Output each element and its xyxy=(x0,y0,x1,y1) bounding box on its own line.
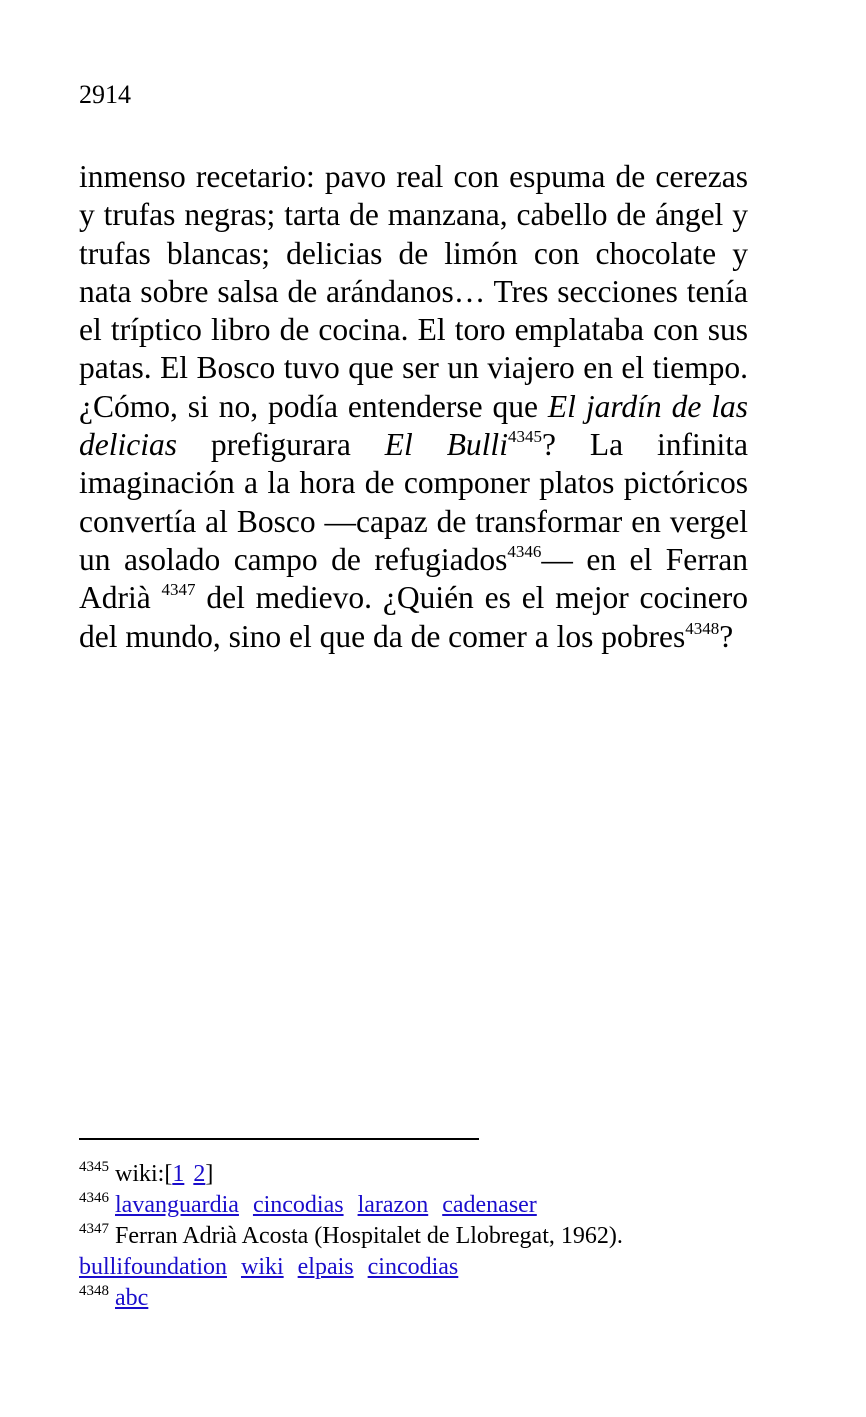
footnote-link[interactable]: 1 xyxy=(172,1161,185,1187)
footnote-link[interactable]: larazon xyxy=(357,1192,429,1218)
page-number: 2914 xyxy=(79,80,131,109)
footnote-link[interactable]: elpais xyxy=(297,1254,354,1280)
paragraph-text: ― en el Ferran Adrià xyxy=(79,541,748,616)
footnote-4347-links xyxy=(79,1252,779,1283)
paragraph-text: ? La infinita imaginación a la hora de componer platos pictóricos convertía al Bosco ―capaz de transformar en vergel un asolado campo de refugiados xyxy=(79,427,749,577)
footnote-link[interactable]: bullifoundation xyxy=(79,1254,227,1280)
footnote-number: 4345 xyxy=(79,1159,109,1175)
footnote-4347 xyxy=(79,1221,779,1252)
footnote-reference[interactable]: 4348 xyxy=(685,618,720,638)
paragraph-text: inmenso recetario: pavo real con espuma de cerezas y trufas negras; tarta de manzana, cabello de ángel y trufas blancas; delicias de limón con chocolate y nata sobre salsa de arándanos… Tres secciones tenía el tríptico libro de cocina. El toro emplataba con sus patas. El Bosco tuvo que ser un viajero en el tiempo. ¿Cómo, si no, podía entenderse que xyxy=(79,159,748,424)
footnote-4346 xyxy=(79,1190,779,1221)
italic-title: El jardín de las delicias xyxy=(79,388,748,463)
footnote-reference[interactable]: 4347 xyxy=(161,580,196,600)
footnote-link[interactable]: 2 xyxy=(193,1161,206,1187)
footnote-text: Ferran Adrià Acosta (Hospitalet de Llobregat, 1962). xyxy=(115,1223,623,1249)
footnote-number: 4347 xyxy=(79,1221,109,1237)
paragraph-text: prefigurara xyxy=(176,427,385,463)
footnotes xyxy=(79,1159,779,1314)
footnote-link[interactable]: cincodias xyxy=(252,1192,344,1218)
footnote-link[interactable]: cincodias xyxy=(367,1254,459,1280)
footnote-text: wiki:[ xyxy=(115,1161,173,1187)
footnote-4348 xyxy=(79,1283,779,1314)
footnote-link[interactable]: abc xyxy=(115,1285,149,1311)
footnote-number: 4346 xyxy=(79,1190,109,1206)
footnote-number: 4348 xyxy=(79,1283,109,1299)
footnote-link[interactable]: cadenaser xyxy=(442,1192,537,1218)
footnote-text: ] xyxy=(205,1161,214,1187)
italic-title: El Bulli xyxy=(384,427,508,463)
footnote-link[interactable]: lavanguardia xyxy=(115,1192,239,1218)
paragraph-text: del medievo. ¿Quién es el mejor cocinero del mundo, sino el que da de comer a los pobres xyxy=(79,580,748,654)
footnote-4345 xyxy=(79,1159,779,1190)
footnote-reference[interactable]: 4346 xyxy=(507,541,542,561)
footnote-link[interactable]: wiki xyxy=(240,1254,284,1280)
paragraph-text: ? xyxy=(719,618,734,654)
body-paragraph xyxy=(79,158,748,656)
footnote-divider xyxy=(79,1138,479,1140)
footnote-reference[interactable]: 4345 xyxy=(507,427,542,447)
